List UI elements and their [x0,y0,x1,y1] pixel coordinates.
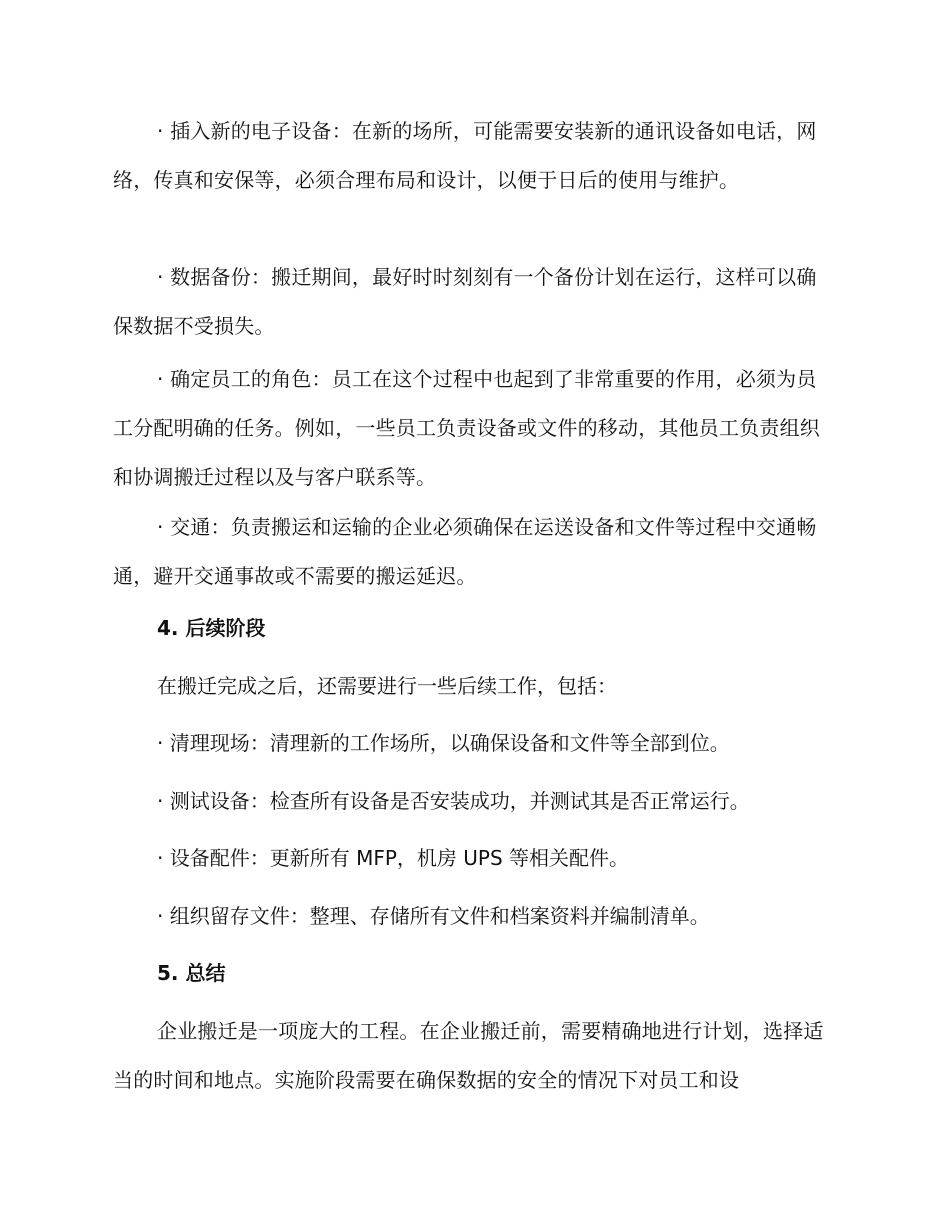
paragraph-data-backup [113,253,833,351]
paragraph-transport [113,503,833,601]
paragraph-text: · 交通：负责搬运和运输的企业必须确保在运送设备和文件等过程中交通畅通，避开交通事故或不需要的搬运延迟。 [113,515,817,588]
list-item: · 设备配件：更新所有 MFP，机房 UPS 等相关配件。 [157,846,630,870]
list-item: · 测试设备：检查所有设备是否安装成功，并测试其是否正常运行。 [157,789,750,813]
paragraph-text: 企业搬迁是一项庞大的工程。在企业搬迁前，需要精确地进行计划，选择适当的时间和地点。实施阶段需要在确保数据的安全的情况下对员工和设 [113,1019,824,1092]
paragraph-text: · 确定员工的角色：员工在这个过程中也起到了非常重要的作用，必须为员工分配明确的任务。例如，一些员工负责设备或文件的移动，其他员工负责组织和协调搬迁过程以及与客户联系等。 [113,367,820,489]
paragraph-text: · 插入新的电子设备：在新的场所，可能需要安装新的通讯设备如电话，网络，传真和安保等，必须合理布局和设计，以便于日后的使用与维护。 [113,119,817,192]
section-5-paragraph [113,1007,833,1105]
list-item: · 清理现场：清理新的工作场所，以确保设备和文件等全部到位。 [157,731,730,755]
section-4-intro: 在搬迁完成之后，还需要进行一些后续工作，包括： [157,674,617,698]
paragraph-new-devices [113,107,833,205]
paragraph-text: · 数据备份：搬迁期间，最好时时刻刻有一个备份计划在运行，这样可以确保数据不受损失。 [113,265,817,338]
section-4-heading: 4. 后续阶段 [157,616,266,640]
list-item: · 组织留存文件：整理、存储所有文件和档案资料并编制清单。 [157,904,710,928]
section-5-heading: 5. 总结 [157,961,226,985]
paragraph-staff-roles [113,355,833,502]
